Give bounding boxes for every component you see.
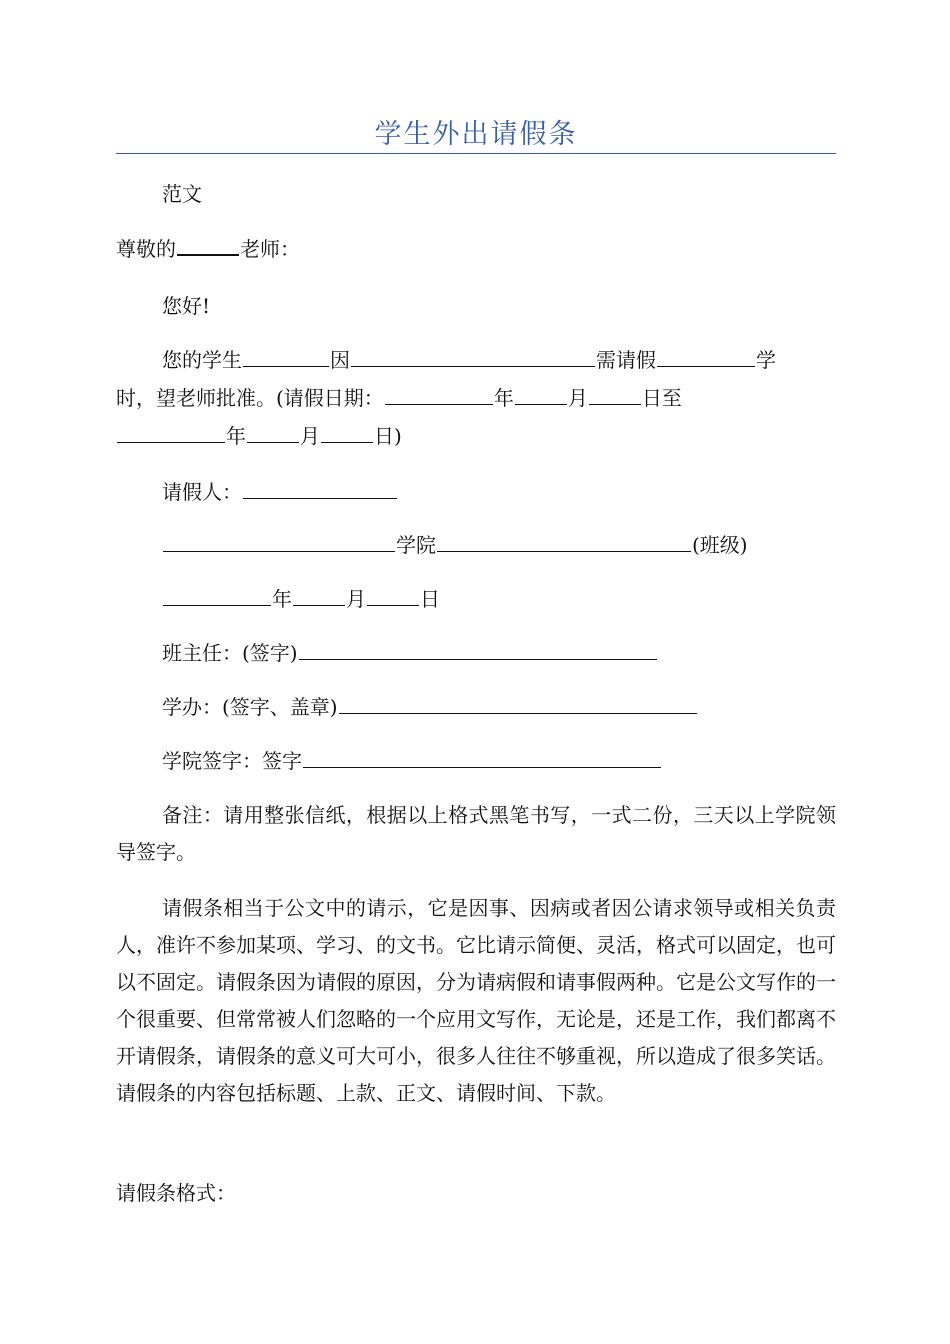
format-heading: 请假条格式：: [116, 1181, 236, 1205]
body-line1-text-d: 学: [756, 348, 776, 372]
body-line-3: [116, 418, 402, 454]
body-line3-day: 日): [374, 424, 402, 448]
greeting-prefix: 尊敬的: [116, 237, 176, 261]
body-line2-text-a: 时，望老师批准。(请假日期：: [116, 386, 384, 410]
student-name-blank: [243, 365, 329, 367]
date-day-blank: [367, 604, 419, 606]
hello-line: 您好!: [162, 294, 211, 318]
start-month-blank: [515, 403, 567, 405]
date-month-label: 月: [346, 587, 366, 611]
start-day-blank: [589, 403, 641, 405]
teacher-name-blank: [177, 253, 239, 256]
body-line3-month: 月: [300, 424, 320, 448]
student-office-line: [162, 689, 698, 725]
end-year-blank: [117, 441, 225, 443]
student-office-sign-blank: [339, 712, 697, 714]
applicant-line: [162, 474, 398, 510]
date-year-label: 年: [272, 587, 292, 611]
body-line1-text-a: 您的学生: [162, 348, 242, 372]
college-class-line: [162, 527, 748, 563]
body-line-2: [116, 380, 682, 416]
end-month-blank: [247, 441, 299, 443]
greeting-line: [116, 231, 300, 267]
date-day-label: 日: [420, 587, 440, 611]
body-line-1: [162, 342, 776, 378]
head-teacher-sign-blank: [299, 658, 657, 660]
body-line2-day-to: 日至: [641, 386, 682, 410]
date-month-blank: [293, 604, 345, 606]
body-line2-year: 年: [493, 386, 514, 410]
college-sign-label: 学院签字：签字: [162, 749, 302, 773]
head-teacher-line: [162, 635, 658, 671]
duration-blank: [657, 365, 755, 367]
title-divider: [116, 153, 836, 154]
note-paragraph: 备注：请用整张信纸，根据以上格式黑笔书写，一式二份，三天以上学院领导签字。: [116, 803, 836, 864]
body-line3-year: 年: [226, 424, 246, 448]
date-line: [162, 581, 440, 617]
end-day-blank: [321, 441, 373, 443]
head-teacher-label: 班主任：(签字): [162, 641, 298, 665]
college-label: 学院: [396, 533, 436, 557]
college-sign-blank: [303, 766, 661, 768]
body-line2-month: 月: [567, 386, 588, 410]
college-sign-line: [162, 743, 662, 779]
sample-label: 范文: [162, 182, 202, 206]
student-office-label: 学办：(签字、盖章): [162, 695, 338, 719]
class-blank: [437, 550, 691, 552]
document-title: 学生外出请假条: [374, 119, 578, 150]
date-year-blank: [163, 604, 271, 606]
reason-blank: [351, 365, 595, 367]
body-line1-text-b: 因: [330, 348, 350, 372]
college-blank: [163, 550, 395, 552]
body-line1-text-c: 需请假: [596, 348, 656, 372]
applicant-blank: [243, 497, 397, 499]
class-label: (班级): [692, 533, 748, 557]
start-year-blank: [385, 403, 493, 405]
greeting-suffix: 老师：: [240, 237, 300, 261]
applicant-label: 请假人：: [162, 480, 242, 504]
explanation-paragraph: 请假条相当于公文中的请示，它是因事、因病或者因公请求领导或相关负责人，准许不参加某项、学习、的文书。它比请示简便、灵活，格式可以固定，也可以不固定。请假条因为请假的原因，分为请病假和请事假两种。它是公文写作的一个很重要、但常常被人们忽略的一个应用文写作，无论是，还是工作，我们都离不开请假条，请假条的意义可大可小，很多人往往不够重视，所以造成了很多笑话。请假条的内容包括标题、上款、正文、请假时间、下款。: [116, 896, 836, 1105]
